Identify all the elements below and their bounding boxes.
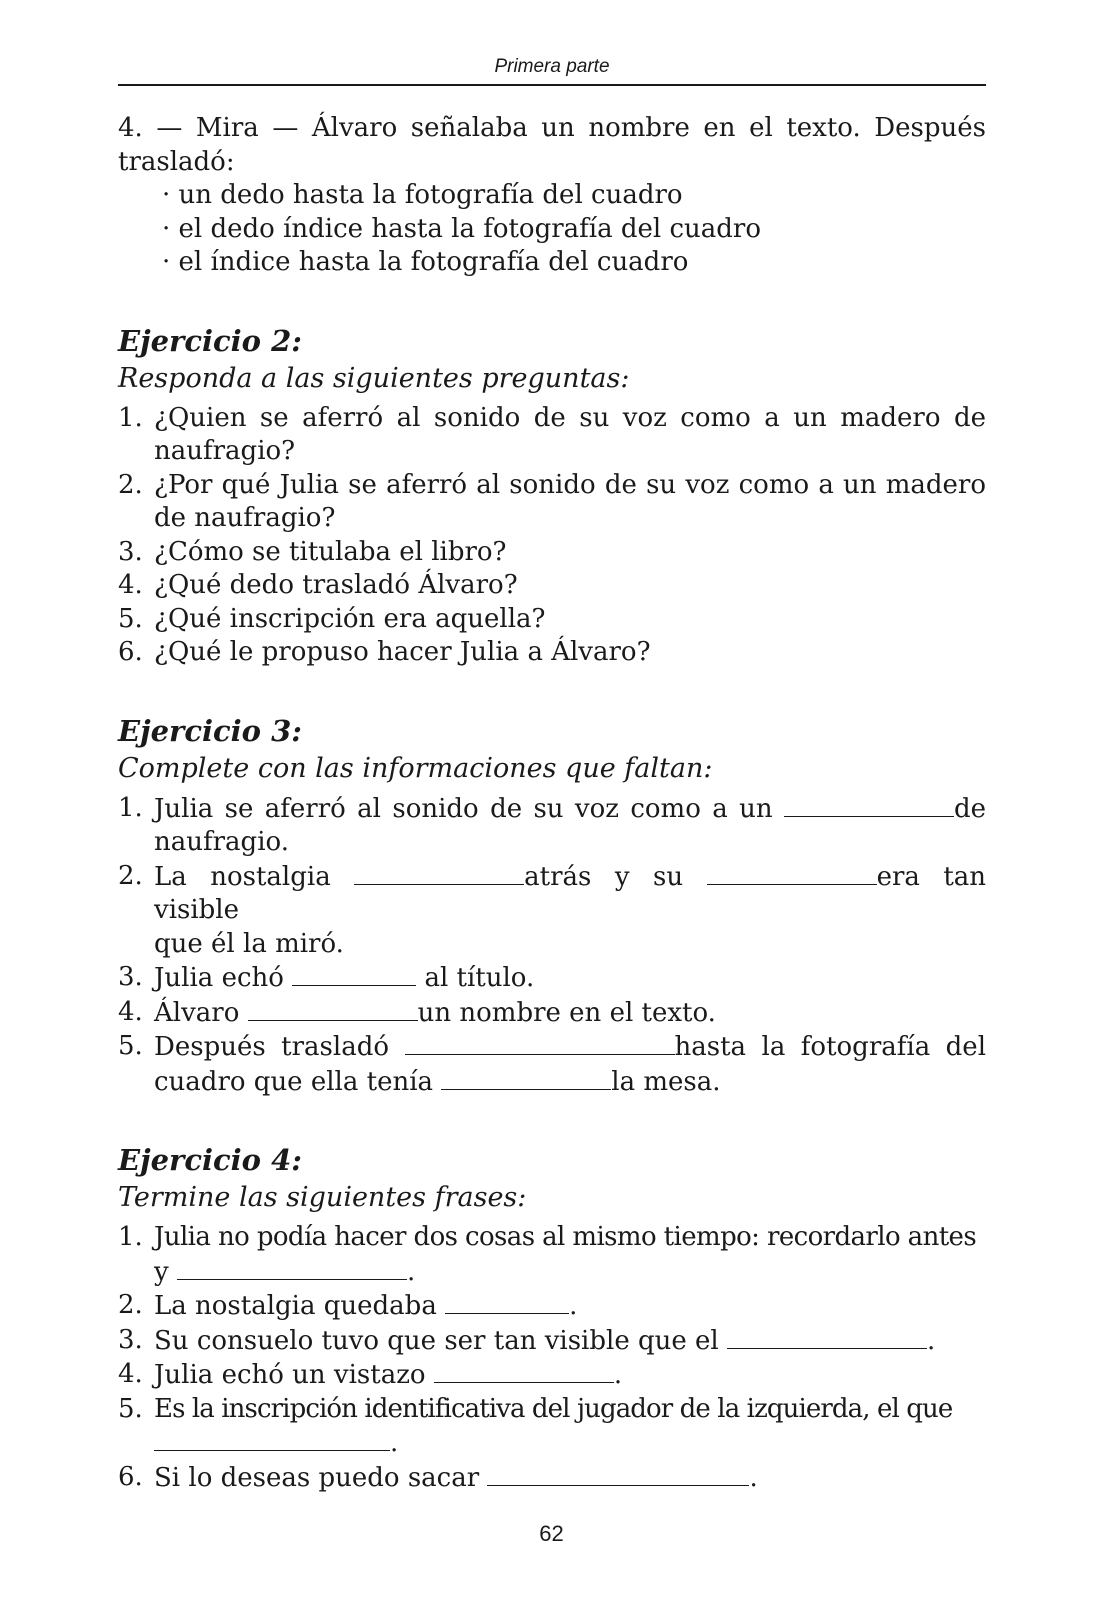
question-text: ¿Quien se aferró al sonido de su voz como a un madero de [154, 402, 986, 433]
question-text: ¿Qué dedo trasladó Álvaro? [154, 570, 518, 600]
exercise-4-instruction: Termine las siguientes frases: [118, 1182, 527, 1213]
fill-text: hasta la fotografía del [674, 1032, 987, 1062]
item-number: 2. [118, 469, 143, 500]
question-text: ¿Qué inscripción era aquella? [154, 603, 546, 634]
question-item [118, 569, 986, 603]
question-text: ¿Cómo se titulaba el libro? [154, 536, 507, 567]
item-number: 4. [118, 996, 143, 1027]
intro-option: · el índice hasta la fotografía del cuadro [162, 247, 689, 277]
item-number: 3. [118, 536, 143, 567]
fill-item [118, 860, 986, 962]
intro-option: · el dedo índice hasta la fotografía del cuadro [162, 213, 762, 244]
sentence-end: . [613, 1360, 623, 1390]
fill-text: de [953, 793, 986, 824]
sentence-text: Julia no podía hacer dos cosas al mismo tiempo: recordarlo antes [154, 1222, 977, 1252]
sentence-end: . [406, 1256, 416, 1287]
blank-line[interactable] [441, 1065, 611, 1090]
fill-text: un nombre en el texto. [417, 997, 716, 1028]
sentence-text: Si lo deseas puedo sacar [154, 1462, 480, 1493]
item-number: 1. [118, 1222, 143, 1252]
item-number: 4. [118, 570, 143, 600]
sentence-end: . [749, 1462, 758, 1493]
blank-line[interactable] [434, 1358, 614, 1383]
blank-line[interactable] [405, 1030, 675, 1055]
fill-text: naufragio. [154, 827, 289, 857]
blank-line[interactable] [354, 860, 524, 885]
sentence-item [118, 1393, 986, 1461]
intro-line-2: trasladó: [118, 146, 235, 177]
item-number: 2. [118, 860, 143, 891]
question-item [118, 469, 986, 536]
item-number: 1. [118, 792, 143, 823]
fill-text: era tan visible [154, 861, 987, 925]
sentence-text: Julia echó un vistazo [154, 1360, 426, 1390]
exercise-2-title: Ejercicio 2: [118, 323, 302, 358]
exercise-2-instruction: Responda a las siguientes preguntas: [118, 362, 630, 394]
question-text: ¿Qué le propuso hacer Julia a Álvaro? [154, 637, 651, 667]
question-item [118, 603, 986, 637]
blank-line[interactable] [292, 961, 416, 986]
fill-text: Julia se aferró al sonido de su voz como a un [154, 793, 773, 824]
blank-line[interactable] [707, 860, 877, 885]
sentence-item [118, 1289, 986, 1324]
fill-item [118, 961, 986, 996]
item-number: 3. [118, 1324, 143, 1355]
item-number: 6. [118, 637, 143, 667]
page-number: 62 [539, 1521, 564, 1546]
page-content [118, 112, 986, 1495]
blank-line[interactable] [784, 792, 954, 817]
item-number: 5. [118, 1031, 143, 1061]
item-number: 3. [118, 962, 143, 992]
fill-text: La nostalgia [154, 861, 331, 892]
question-text-cont: de naufragio? [154, 503, 336, 533]
sentence-text: Su consuelo tuvo que ser tan visible que el [154, 1325, 719, 1356]
fill-item [118, 996, 986, 1031]
sentence-text: La nostalgia quedaba [154, 1291, 437, 1321]
item-number: 4. [118, 1359, 143, 1389]
fill-text: Después trasladó [154, 1032, 390, 1062]
exercise-4-title: Ejercicio 4: [118, 1143, 302, 1177]
question-text-cont: naufragio? [154, 436, 296, 466]
blank-line[interactable] [177, 1255, 407, 1280]
header-rule [118, 84, 986, 86]
intro-line-1: 4. — Mira — Álvaro señalaba un nombre en el texto. Después [118, 113, 986, 143]
intro-option: · un dedo hasta la fotografía del cuadro [162, 180, 683, 210]
blank-line[interactable] [445, 1289, 569, 1314]
fill-text: Julia echó [154, 963, 284, 993]
fill-text: que él la miró. [154, 928, 344, 959]
fill-text: cuadro que ella tenía [154, 1066, 434, 1097]
fill-text: la mesa. [611, 1066, 721, 1097]
sentence-item [118, 1324, 986, 1359]
question-item [118, 402, 986, 469]
sentence-item [118, 1461, 986, 1496]
running-header: Primera parte [494, 56, 610, 77]
sentence-end: . [390, 1428, 399, 1458]
sentence-text: Es la inscripción identificativa del jugador de la izquierda, el que [154, 1393, 953, 1424]
sentence-end: . [569, 1291, 578, 1321]
exercise-3-instruction: Complete con las informaciones que faltan: [118, 752, 713, 784]
sentence-end: . [927, 1325, 936, 1356]
item-number: 5. [118, 603, 143, 634]
fill-text: al título. [424, 963, 535, 993]
item-number: 2. [118, 1290, 143, 1320]
blank-line[interactable] [727, 1324, 927, 1349]
fill-text: atrás y su [524, 861, 684, 892]
sentence-text: y [154, 1256, 169, 1287]
item-number: 1. [118, 402, 143, 433]
item-number: 5. [118, 1393, 143, 1424]
question-text: ¿Por qué Julia se aferró al sonido de su voz como a un madero [154, 469, 986, 500]
fill-item [118, 792, 986, 860]
sentence-item [118, 1358, 986, 1393]
question-item [118, 636, 986, 670]
fill-item [118, 1030, 986, 1099]
blank-line[interactable] [154, 1426, 390, 1451]
question-item [118, 536, 986, 570]
blank-line[interactable] [487, 1461, 749, 1486]
sentence-item [118, 1221, 986, 1289]
fill-text: Álvaro [154, 997, 240, 1028]
exercise-3-title: Ejercicio 3: [118, 713, 302, 748]
blank-line[interactable] [248, 996, 418, 1021]
item-number: 6. [118, 1461, 143, 1492]
